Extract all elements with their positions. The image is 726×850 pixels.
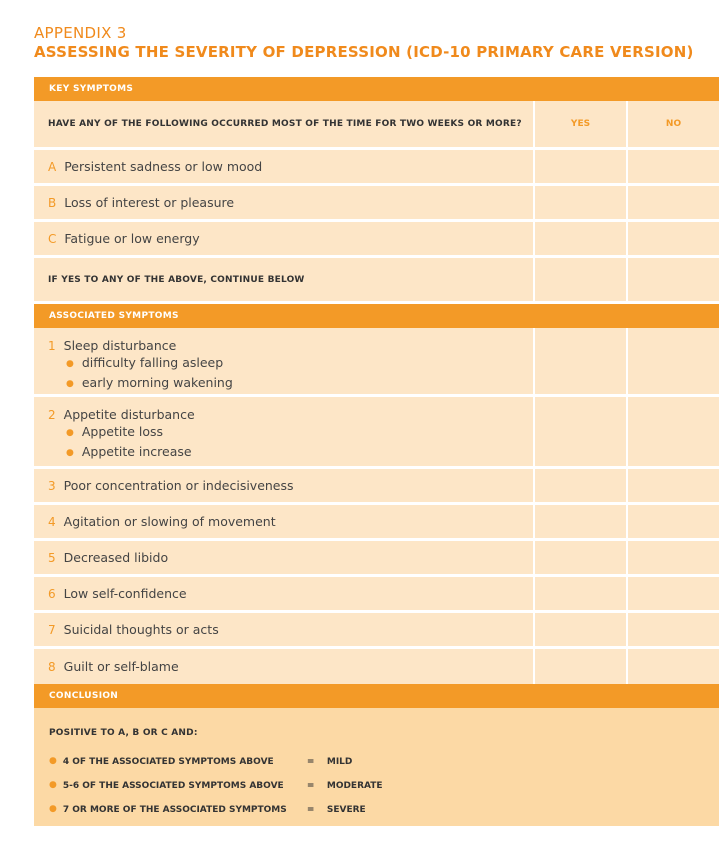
item-marker: 1 xyxy=(48,339,56,353)
yes-checkbox[interactable] xyxy=(533,613,626,646)
bullet-icon: ● xyxy=(49,780,57,790)
associated-symptom-row xyxy=(34,577,719,613)
section-bar-key-symptoms: KEY SYMPTOMS xyxy=(34,77,719,101)
conclusion-row xyxy=(49,798,719,822)
equals-sign: = xyxy=(306,805,315,815)
no-checkbox[interactable] xyxy=(626,186,719,219)
yes-checkbox[interactable] xyxy=(533,328,626,394)
yes-checkbox[interactable] xyxy=(533,541,626,574)
question-row xyxy=(34,101,719,150)
yes-checkbox[interactable] xyxy=(533,397,626,466)
item-text: Decreased libido xyxy=(63,550,169,565)
associated-symptom-row xyxy=(34,649,719,684)
item-marker: 8 xyxy=(48,659,56,674)
key-symptom-row xyxy=(34,186,719,222)
yes-checkbox[interactable] xyxy=(533,258,626,301)
yes-checkbox[interactable] xyxy=(533,577,626,610)
item-text: Appetite disturbance xyxy=(63,407,195,422)
no-checkbox[interactable] xyxy=(626,150,719,183)
key-symptom-row xyxy=(34,150,719,186)
no-header: NO xyxy=(665,119,682,129)
severity-result: SEVERE xyxy=(326,805,366,815)
yes-checkbox[interactable] xyxy=(533,186,626,219)
item-text: Poor concentration or indecisiveness xyxy=(63,478,294,493)
yes-header: YES xyxy=(570,119,591,129)
item-marker: 6 xyxy=(48,586,56,601)
no-checkbox[interactable] xyxy=(626,613,719,646)
item-text: Loss of interest or pleasure xyxy=(64,195,235,210)
no-checkbox[interactable] xyxy=(626,577,719,610)
item-marker: A xyxy=(48,159,57,174)
assessment-table xyxy=(34,77,719,826)
item-marker: 7 xyxy=(48,622,56,637)
item-text: Suicidal thoughts or acts xyxy=(63,622,219,637)
item-marker: 4 xyxy=(48,514,56,529)
yes-checkbox[interactable] xyxy=(533,505,626,538)
conclusion-criterion: 5-6 OF THE ASSOCIATED SYMPTOMS ABOVE xyxy=(62,781,284,791)
item-marker: 3 xyxy=(48,478,56,493)
conclusion-lead: POSITIVE TO A, B OR C AND: xyxy=(49,728,198,738)
associated-symptom-row xyxy=(34,469,719,505)
equals-sign: = xyxy=(306,757,315,767)
sub-item-text: difficulty falling asleep xyxy=(81,355,224,370)
associated-symptom-row xyxy=(34,541,719,577)
no-checkbox[interactable] xyxy=(626,397,719,466)
item-text: Persistent sadness or low mood xyxy=(64,159,263,174)
associated-symptom-row xyxy=(34,613,719,649)
bullet-icon: ● xyxy=(66,359,74,369)
conclusion-row xyxy=(49,750,719,774)
bullet-icon: ● xyxy=(66,428,74,438)
section-bar-conclusion: CONCLUSION xyxy=(34,684,719,708)
yes-checkbox[interactable] xyxy=(533,649,626,684)
item-text: Agitation or slowing of movement xyxy=(63,514,276,529)
no-checkbox[interactable] xyxy=(626,541,719,574)
page-title: ASSESSING THE SEVERITY OF DEPRESSION (ICD-10 PRIMARY CARE VERSION) xyxy=(34,43,694,61)
sub-item-text: Appetite loss xyxy=(81,424,164,439)
bullet-icon: ● xyxy=(49,756,57,766)
bullet-icon: ● xyxy=(49,804,57,814)
severity-result: MILD xyxy=(326,757,353,767)
item-text: Guilt or self-blame xyxy=(63,659,179,674)
severity-result: MODERATE xyxy=(326,781,383,791)
no-checkbox[interactable] xyxy=(626,649,719,684)
item-marker: C xyxy=(48,231,57,246)
item-marker: 5 xyxy=(48,550,56,565)
conclusion-criterion: 4 OF THE ASSOCIATED SYMPTOMS ABOVE xyxy=(62,757,274,767)
key-symptom-row xyxy=(34,222,719,258)
item-text: Fatigue or low energy xyxy=(64,231,200,246)
yes-checkbox[interactable] xyxy=(533,469,626,502)
item-text: Low self-confidence xyxy=(63,586,187,601)
conclusion-panel xyxy=(34,708,719,826)
associated-symptom-row xyxy=(34,397,719,469)
sub-item-text: early morning wakening xyxy=(81,375,233,390)
question-text: HAVE ANY OF THE FOLLOWING OCCURRED MOST OF THE TIME FOR TWO WEEKS OR MORE? xyxy=(48,119,522,129)
item-marker: B xyxy=(48,195,57,210)
associated-symptom-row xyxy=(34,328,719,397)
yes-checkbox[interactable] xyxy=(533,150,626,183)
no-checkbox[interactable] xyxy=(626,258,719,301)
equals-sign: = xyxy=(306,781,315,791)
bullet-icon: ● xyxy=(66,379,74,389)
conclusion-row xyxy=(49,774,719,798)
sub-item-text: Appetite increase xyxy=(81,444,192,459)
section-bar-associated-symptoms: ASSOCIATED SYMPTOMS xyxy=(34,304,719,328)
item-text: Sleep disturbance xyxy=(63,338,177,353)
continue-row xyxy=(34,258,719,304)
yes-checkbox[interactable] xyxy=(533,222,626,255)
no-checkbox[interactable] xyxy=(626,469,719,502)
no-checkbox[interactable] xyxy=(626,328,719,394)
no-checkbox[interactable] xyxy=(626,222,719,255)
bullet-icon: ● xyxy=(66,448,74,458)
item-marker: 2 xyxy=(48,408,56,422)
conclusion-criterion: 7 OR MORE OF THE ASSOCIATED SYMPTOMS xyxy=(62,805,287,815)
associated-symptom-row xyxy=(34,505,719,541)
no-checkbox[interactable] xyxy=(626,505,719,538)
continue-text: IF YES TO ANY OF THE ABOVE, CONTINUE BELOW xyxy=(48,274,305,285)
appendix-label: APPENDIX 3 xyxy=(34,24,127,42)
